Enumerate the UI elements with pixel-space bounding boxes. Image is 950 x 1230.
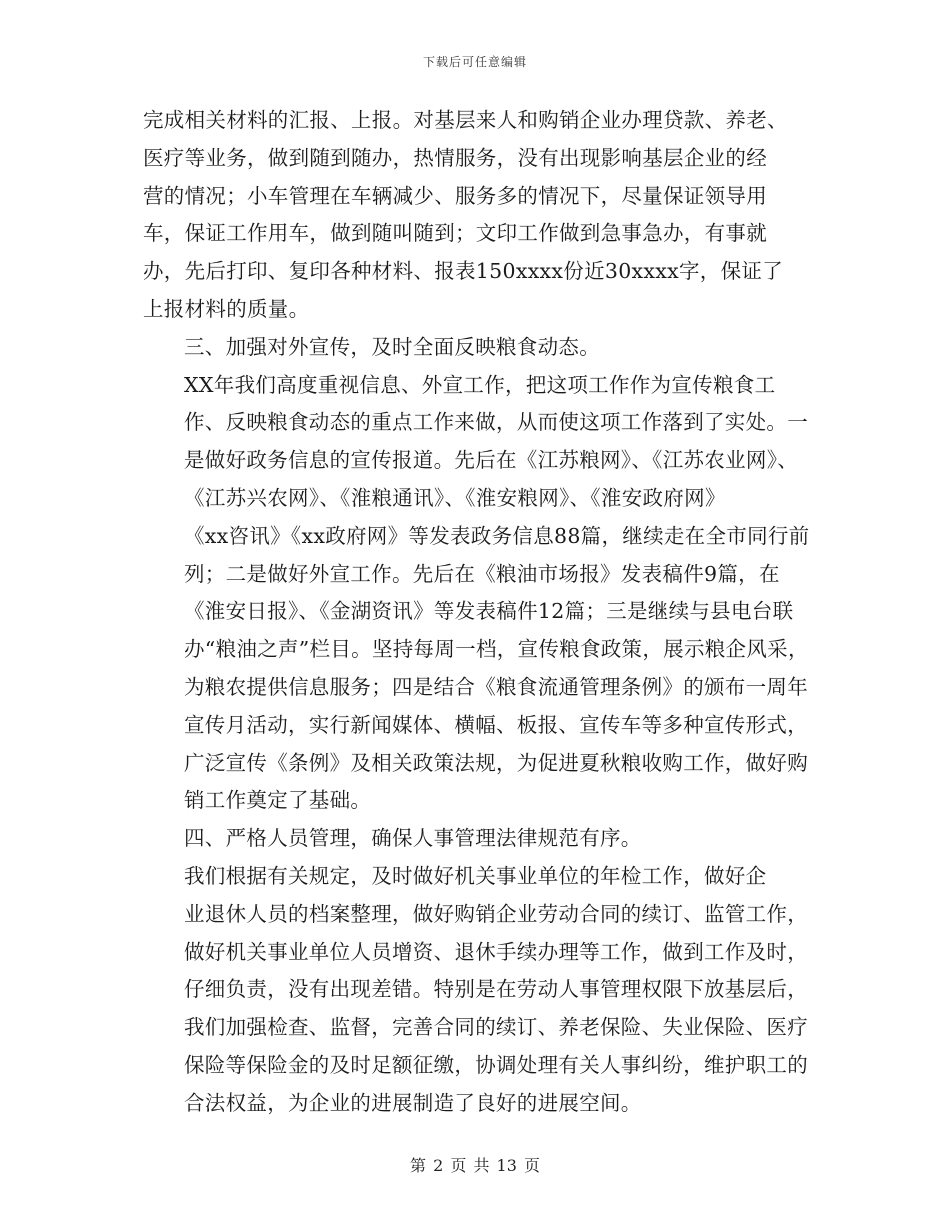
page-header: 下载后可任意编辑 [422,55,527,69]
text-line: 仔细负责，没有出现差错。特别是在劳动人事管理权限下放基层后， [184,977,808,1002]
text-line: 《江苏兴农网》、《淮粮通讯》、《淮安粮网》、《淮安政府网》 [184,485,726,510]
text-line: 《xx咨讯》《xx政府网》等发表政务信息88篇，继续走在全市同行前 [184,523,810,548]
section-heading [143,329,808,367]
text-line: 是做好政务信息的宣传报道。先后在《江苏粮网》、《江苏农业网》、 [184,448,799,473]
text-line: 广泛宣传《条例》及相关政策法规，为促进夏秋粮收购工作，做好购 [184,750,808,775]
text-line: 业退休人员的档案整理，做好购销企业劳动合同的续订、监管工作， [184,901,808,926]
text-line: 销工作奠定了基础。 [184,788,372,813]
text-line: 列；二是做好外宣工作。先后在《粮油市场报》发表稿件9篇，在 [184,561,780,586]
text-line: 完成相关材料的汇报、上报。对基层来人和购销企业办理贷款、养老、 [143,108,788,132]
text-line: 我们加强检查、监督，完善合同的续订、养老保险、失业保险、医疗 [184,1015,808,1040]
text-line: 车，保证工作用车，做到随叫随到；文印工作做到急事急办，有事就 [143,221,767,246]
text-line: 《淮安日报》、《金湖资讯》等发表稿件12篇；三是继续与县电台联 [184,599,794,624]
text-line: 作、反映粮食动态的重点工作来做，从而使这项工作落到了实处。一 [184,410,808,435]
section-heading [143,820,808,858]
text-line: 保险等保险金的及时足额征缴，协调处理有关人事纠纷，维护职工的 [184,1052,808,1077]
text-line: 营的情况；小车管理在车辆减少、服务多的情况下，尽量保证领导用 [143,183,767,208]
paragraph [143,367,808,821]
text-line: XX年我们高度重视信息、外宣工作，把这项工作作为宣传粮食工 [184,372,776,397]
text-line: 三、加强对外宣传，及时全面反映粮食动态。 [184,334,600,359]
text-line: 医疗等业务，做到随到随办，热情服务，没有出现影响基层企业的经 [143,145,767,170]
text-line: 我们根据有关规定，及时做好机关事业单位的年检工作，做好企 [184,863,767,888]
text-line: 为粮农提供信息服务；四是结合《粮食流通管理条例》的颁布一周年 [184,674,808,699]
text-line: 做好机关事业单位人员增资、退休手续办理等工作，做到工作及时， [184,939,808,964]
paragraph [143,102,808,329]
text-line: 宣传月活动，实行新闻媒体、横幅、板报、宣传车等多种宣传形式， [184,712,808,737]
document-body [143,102,808,1123]
text-line: 办“粮油之声”栏目。坚持每周一档，宣传粮食政策，展示粮企风采， [184,637,809,662]
page-number: 第 2 页 共 13 页 [410,1156,540,1175]
text-line: 四、严格人员管理，确保人事管理法律规范有序。 [184,826,642,851]
text-line: 上报材料的质量。 [143,296,310,321]
text-line: 办，先后打印、复印各种材料、报表150xxxx份近30xxxx字，保证了 [143,259,784,284]
paragraph [143,858,808,1123]
text-line: 合法权益，为企业的进展制造了良好的进展空间。 [184,1090,642,1115]
